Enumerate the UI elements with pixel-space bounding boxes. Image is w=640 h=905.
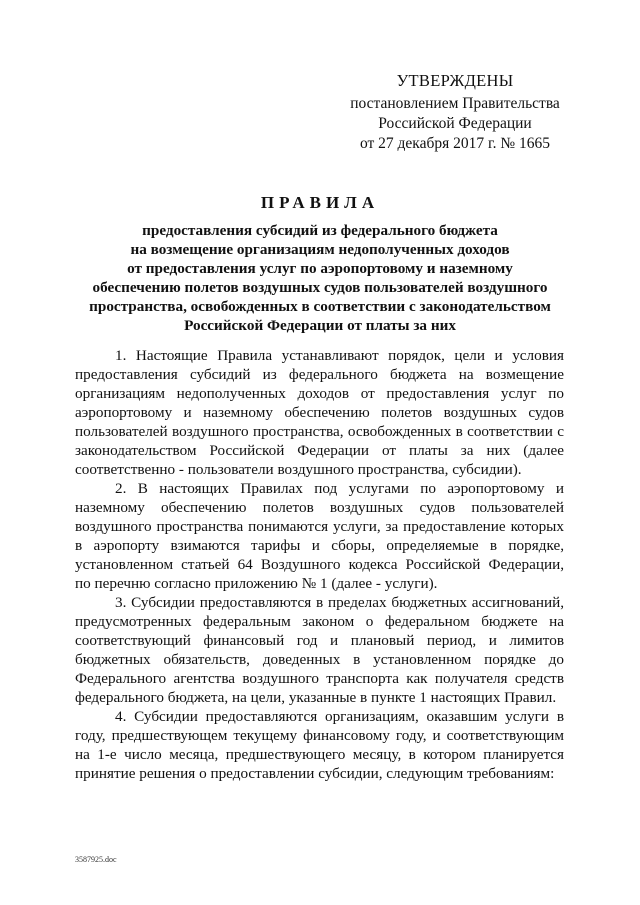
paragraph-line: на 1-е число месяца, предшествующего месяцу, в котором планируется: [75, 746, 564, 763]
paragraph-line: 1. Настоящие Правила устанавливают порядок, цели и условия: [115, 347, 564, 364]
paragraph-line: федерального бюджета, на цели, указанные в пункте 1 настоящих Правил.: [75, 689, 557, 706]
paragraph-line: 3. Субсидии предоставляются в пределах бюджетных ассигнований,: [115, 594, 564, 611]
subtitle-line: на возмещение организациям недополученных доходов: [130, 241, 510, 258]
paragraph-line: соответственно - пользователи воздушного пространства, субсидии).: [75, 461, 522, 478]
paragraph-line: предоставления субсидий из федерального бюджета на возмещение: [75, 366, 564, 383]
paragraph-line: по перечню согласно приложению № 1 (далее - услуги).: [75, 575, 438, 592]
paragraph-line: воздушного пространства понимаются услуги, за предоставление которых: [75, 518, 564, 535]
paragraph-line: 4. Субсидии предоставляются организациям, оказавшим услуги в: [115, 708, 564, 725]
paragraph-line: соответствующий финансовый год и плановый период, и лимитов: [75, 632, 564, 649]
subtitle-line: обеспечению полетов воздушных судов пользователей воздушного: [92, 279, 548, 296]
paragraph-4: [75, 707, 564, 783]
paragraph-3: [75, 593, 564, 707]
paragraph-line: принятие решения о предоставлении субсидии, следующим требованиям:: [75, 765, 555, 782]
paragraph-line: предусмотренных федеральным законом о федеральном бюджете на: [75, 613, 564, 630]
paragraph-line: Федерального агентства воздушного транспорта как получателя средств: [75, 670, 564, 687]
subtitle-line: Российской Федерации от платы за них: [184, 317, 456, 334]
paragraph-line: установленном статьей 64 Воздушного кодекса Российской Федерации,: [75, 556, 564, 573]
document-subtitle: [60, 221, 580, 335]
approval-date-line: от 27 декабря 2017 г. № 1665: [359, 135, 551, 152]
approval-line: Российской Федерации: [378, 115, 532, 132]
paragraph-line: пользователей воздушного пространства, освобожденных в соответствии с: [75, 423, 564, 440]
paragraph-line: в аэропорту взимаются тарифы и сборы, определяемые в порядке,: [75, 537, 564, 554]
paragraph-line: организациям недополученных доходов от предоставления услуг по: [75, 385, 564, 402]
subtitle-line: пространства, освобожденных в соответствии с законодательством: [89, 298, 551, 315]
paragraph-1: [75, 346, 564, 479]
paragraph-line: наземному обеспечению полетов воздушных судов пользователей: [75, 499, 564, 516]
paragraph-line: аэропортовому и наземному обеспечению полетов воздушных судов: [75, 404, 564, 421]
subtitle-line: предоставления субсидий из федерального бюджета: [142, 222, 498, 239]
paragraph-line: бюджетных обязательств, доведенных в установленном порядке до: [75, 651, 564, 668]
paragraph-line: году, предшествующем текущему финансовому году, и соответствующим: [75, 727, 564, 744]
paragraph-line: законодательством Российской Федерации от платы за них (далее: [75, 442, 564, 459]
document-title: ПРАВИЛА: [260, 193, 380, 212]
approval-stamp: УТВЕРЖДЕНЫ: [396, 71, 514, 90]
paragraph-2: [75, 479, 564, 593]
approval-line: постановлением Правительства: [350, 95, 560, 112]
subtitle-line: от предоставления услуг по аэропортовому и наземному: [127, 260, 513, 277]
document-body: [75, 346, 564, 783]
file-name-footer: 3587925.doc: [75, 855, 117, 864]
paragraph-line: 2. В настоящих Правилах под услугами по аэропортовому и: [115, 480, 564, 497]
approval-block: [335, 71, 575, 154]
